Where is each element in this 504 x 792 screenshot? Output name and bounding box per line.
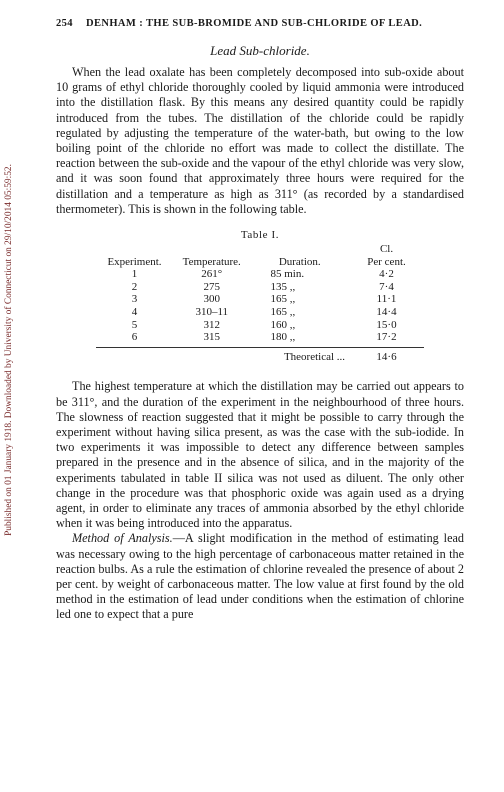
cell-duration: 165 ,, [270,306,296,318]
cell-experiment: 4 [131,306,138,318]
table-row [96,293,424,306]
section-title: Lead Sub-chloride. [210,43,310,58]
running-header [56,18,464,29]
cell-temperature: 261° [201,268,223,281]
paragraph-3 [56,531,464,622]
data-table [96,243,424,363]
col-cl-header-top: Cl. [379,243,394,256]
cell-cl: 7·4 [379,280,394,293]
cell-experiment: 5 [131,318,138,331]
cell-experiment: 1 [131,268,138,281]
page-number: 254 [56,18,73,29]
cell-temperature: 312 [203,318,220,331]
cell-duration: 135 ,, [270,280,296,293]
cell-cl: 11·1 [376,293,397,306]
cell-cl: 14·4 [376,306,397,318]
col-experiment-header: Experiment. [107,255,162,268]
cell-duration: 165 ,, [270,293,296,306]
col-temperature-header: Temperature. [182,255,241,268]
table-caption: Table I. [240,229,280,242]
cell-cl: 15·0 [376,318,397,331]
download-watermark [2,70,16,630]
cell-experiment: 2 [131,280,138,293]
col-duration-header: Duration. [278,255,321,268]
paragraph-1: When the lead oxalate has been completely decomposed into sub-oxide about 10 grams of ethyl chloride thoroughly cooled by liquid ammonia were introduced into the distillation flask. By this means any desired quantity could be rapidly introduced from the tubes. The distillation of the chloride could be rapidly regulated by adjusting the temperature of the water-bath, but owing to the low boiling point of the chloride no effort was made to collect the distillate. The reaction between the sub-oxide and the vapour of the ethyl chloride was very slow, and it was soon found that approximately three hours were required for the distillation and a temperature as high as 311° (as recorded by a standardised thermometer). This is shown in the following table. [56,65,464,216]
table-row [96,281,424,294]
table-row [96,331,424,344]
table-row [96,268,424,281]
cell-temperature: 310–11 [195,306,229,318]
running-title: DENHAM : THE SUB-BROMIDE AND SUB-CHLORIDE OF LEAD. [85,18,423,29]
cell-cl: 4·2 [379,268,394,281]
cell-duration: 180 ,, [270,331,296,344]
theoretical-row [96,347,424,363]
cell-duration: 160 ,, [270,318,296,331]
theoretical-label: Theoretical ... [283,350,346,363]
paragraph-3-body: —A slight modification in the method of estimating lead was necessary owing to the high percentage of carbonaceous matter retained in the reaction bulbs. As a rule the estimation of chlorine revealed the presence of about 2 per cent. by weight of carbonaceous matter. The low value at first found by the old method in the estimation of lead under conditions when the estimation of chlorine led one to expect that a pure [56,531,464,622]
col-cl-header-bottom: Per cent. [367,255,406,268]
download-watermark-text: Published on 01 January 1918. Downloaded by University of Connecticut on 29/10/2014 05:59:52. [4,164,14,536]
cell-experiment: 6 [131,331,138,344]
paragraph-3-lead: Method of Analysis. [72,531,173,546]
cell-cl: 17·2 [376,331,397,344]
cell-experiment: 3 [131,293,138,306]
table-row [96,319,424,332]
cell-temperature: 300 [203,293,220,306]
col-cl-header [349,243,424,268]
cell-temperature: 275 [203,280,220,293]
cell-duration: 85 min. [270,268,305,281]
cell-temperature: 315 [203,331,220,344]
table-header-row [96,243,424,268]
paragraph-2: The highest temperature at which the distillation may be carried out appears to be 311°, and the duration of the experiment in the neighbourhood of three hours. The slowness of reaction suggested that it might be possible to carry through the experiment without having silica present, as was the case with the sub-iodide. In two experiments it was impossible to detect any difference between samples prepared in the presence and in the absence of silica, and in the majority of the experiments tabulated in table II silica was not used as diluent. The only other change in the procedure was that phosphoric oxide was again used as a drying agent, in order to eliminate any traces of ammonia absorbed by the ethyl chloride when it was being introduced into the apparatus. [56,379,464,531]
table-row [96,306,424,319]
theoretical-value: 14·6 [376,350,397,363]
page-content [56,12,464,623]
